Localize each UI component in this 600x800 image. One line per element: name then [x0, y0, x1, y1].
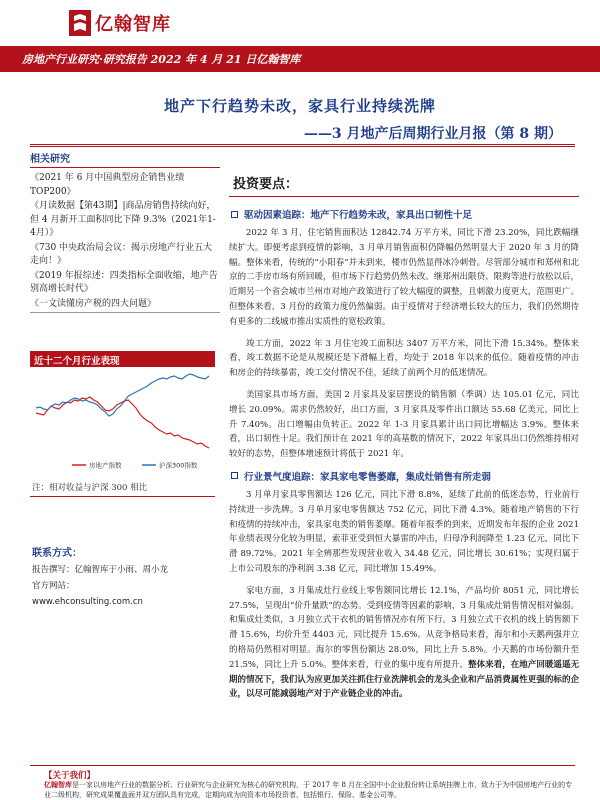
brand-logo [69, 9, 171, 37]
section-heading [229, 207, 579, 221]
related-link[interactable]: 《730 中央政治局会议：揭示房地产行业五大走向！》 [30, 242, 213, 266]
chart-note: 注：相对收益与沪深 300 相比 [32, 483, 148, 493]
square-bullet-icon [231, 211, 238, 218]
key-points-divider [229, 196, 579, 197]
series-line-1 [36, 374, 209, 416]
contact-website-link[interactable]: www.ehconsulting.com.cn [32, 597, 143, 607]
about-heading: 【关于我们】 [44, 771, 96, 781]
conclusion-text: 整体来看，在地产回暖遥遥无期的情况下，我们认为应更加关注抓住行业洗牌机会的龙头企业和产品消费属性更强的标的企业，以尽可能减弱地产对于产业链企业的冲击。 [229, 659, 579, 700]
paragraph: 美国家具市场方面，美国 2 月家具及家居摆设的销售额（季调）达 105.01 亿元，同比增长 20.09%。需求仍然较好，出口方面，3 月家具及零件出口额达 55.68 亿美元，同比上升 7.40%。出口增幅由负转正。2022 年 1-3 月家具累计出口同比增幅达 3.9%。整体来看，出口韧性十足。我们预计在 2021 年的高基数的情况下，2022 年家具出口仍然维持相对较好的态势，但整体增速预计将低于 2021 年。 [229, 389, 579, 460]
related-link[interactable]: 《一文读懂房产税的四大问题》 [30, 298, 220, 314]
related-heading: 相关研究 [30, 154, 70, 165]
contact-site-label: 官方网站： [32, 581, 75, 591]
chart-svg [30, 368, 215, 473]
legend-label-1: 沪深300指数 [159, 461, 198, 470]
contact-block [32, 562, 168, 610]
logo-icon [69, 10, 91, 36]
title-divider [30, 144, 575, 145]
chart-divider [30, 496, 215, 497]
sidebar [30, 150, 220, 314]
paragraph [229, 584, 579, 702]
brand-name: 亿翰智库 [95, 14, 171, 35]
related-link[interactable]: 《2021 年 6 月中国典型房企销售业绩 TOP200》 [30, 173, 185, 197]
about-lead: 亿翰智库 [44, 780, 72, 789]
paragraph: 竣工方面，2022 年 3 月住宅竣工面积达 3407 万平方米，同比下滑 15.34%。整体来看，竣工数据不论是从规模还是下滑幅上看，均处于 2018 年以来的低位。随着疫情的冲击和房企的持续暴雷，竣工交付情况不佳，延续了前两个月的低迷情况。 [229, 338, 579, 379]
paragraph: 2022 年 3 月，住宅销售面积达 12842.74 万平方米，同比下滑 23.20%，同比跌幅继续扩大。即便考虑到疫情的影响，3 月单月销售面积仍降幅仍然明显大于 2020 年 3 月的降幅。整体来看，传统的“小阳春”并未到来，楼市仍然显得冰冷刺骨。尽管部分城市和郑州和北京的二手房市场有所回暖，但市场下行趋势仍然未改。继郑州出限贷、限购等进行放松以后，近期另一个省会城市兰州市对地产政策进行了较大幅度的调整，且刺激力度更大，范围更广。但整体来看，3 月份的政策力度仍然偏弱。由于疫情对于经济增长较大的压力，我们仍然期待有更多的二线城市推出实质性的宽松政策。 [229, 228, 579, 327]
performance-chart [30, 368, 215, 473]
footer-divider [30, 765, 575, 766]
section-heading-text: 行业景气度追踪：家具家电零售萎靡，集成灶销售有所走弱 [244, 471, 492, 483]
related-link[interactable]: 《月读数据【第43期】|商品房销售持续向好，但 4 月新开工面积同比下降 9.3%（2021年1-4月）》 [30, 201, 216, 238]
report-title: 地产下行趋势未改，家具行业持续洗牌 [163, 97, 436, 115]
report-subtitle: ——3 月地产后周期行业月报（第 8 期） [303, 126, 562, 142]
square-bullet-icon [231, 472, 238, 479]
header-bar [0, 46, 600, 72]
title-divider-secondary [30, 146, 575, 147]
paragraph-text: 家电方面，3 月集成灶行业线上零售额同比增长 12.1%，产品均价 8051 元，同比增长 27.5%，呈现出“价升量跌”的态势。受到疫情等因素的影响，3 月集成灶销售情况相对偏弱。和集成灶类似，3 月独立式干衣机的销售情况亦有所下行。3 月独立式干衣机的线上销售额下滑 15.6%，均价升至 4403 元，同比提升 15.6%。从竞争格局来看，海尔和小天鹅两强并立的格局仍然相对明显。海尔的零售份额达 28.0%，同比上升 5.8%。小天鹅的市场份额升至 21.5%，同比上升 5.0%。整体来看，行业的集中度有所提升。 [229, 585, 579, 670]
header-text: 房地产行业研究·研究报告 2022 年 4 月 21 日亿翰智库 [22, 53, 301, 66]
legend-label-0: 房地产指数 [89, 461, 122, 470]
series-line-0 [36, 397, 209, 448]
related-divider [30, 167, 220, 168]
about-text [44, 780, 574, 800]
chart-heading: 近十二个月行业表现 [30, 351, 215, 367]
section-heading [229, 469, 579, 483]
contact-author: 报告撰写：亿翰智库于小雨、周小龙 [32, 565, 169, 575]
section-heading-text: 驱动因素追踪：地产下行趋势未改，家具出口韧性十足 [244, 210, 473, 221]
about-body: 是一家以房地产行业的数据分析、行业研究与企业研究为核心的研究机构，于 2017 年 8 月在全国中小企业股份转让系统挂牌上市，致力于为中国房地产行业的专业二级机构，研究成果覆盖面并双方团队具有完成，定期向成为向资本市场投资者，包括银行、保险、基金公司等。 [44, 781, 573, 799]
key-points-title: 投资要点： [233, 177, 299, 192]
main-content [229, 173, 579, 709]
contact-heading: 联系方式： [32, 548, 82, 559]
related-link[interactable]: 《2019 年报综述：四类指标全面收缩，地产告别高增长时代》 [30, 270, 218, 294]
paragraph: 3 月单月家具零售额达 126 亿元，同比下滑 8.8%，延续了此前的低迷态势，行业前行持续进一步洗牌。3 月单月家电零售额达 752 亿元，同比下滑 4.3%。随着地产销售的下行和疫情的持续冲击，家具家电类的销售萎靡。随着年报季的到来，近期发布年报的企业 2021 年业绩表现分化较为明显，索菲亚受到恒大暴雷的冲击，归母净利润降至 1.23 亿元，同比下滑 89.72%。2021 年全辨那些发现营业收入 34.48 亿元，同比增长 30.61%；实现归属于上市公司股东的净利润 3.38 亿元，同比增加 15.49%。 [229, 489, 579, 574]
